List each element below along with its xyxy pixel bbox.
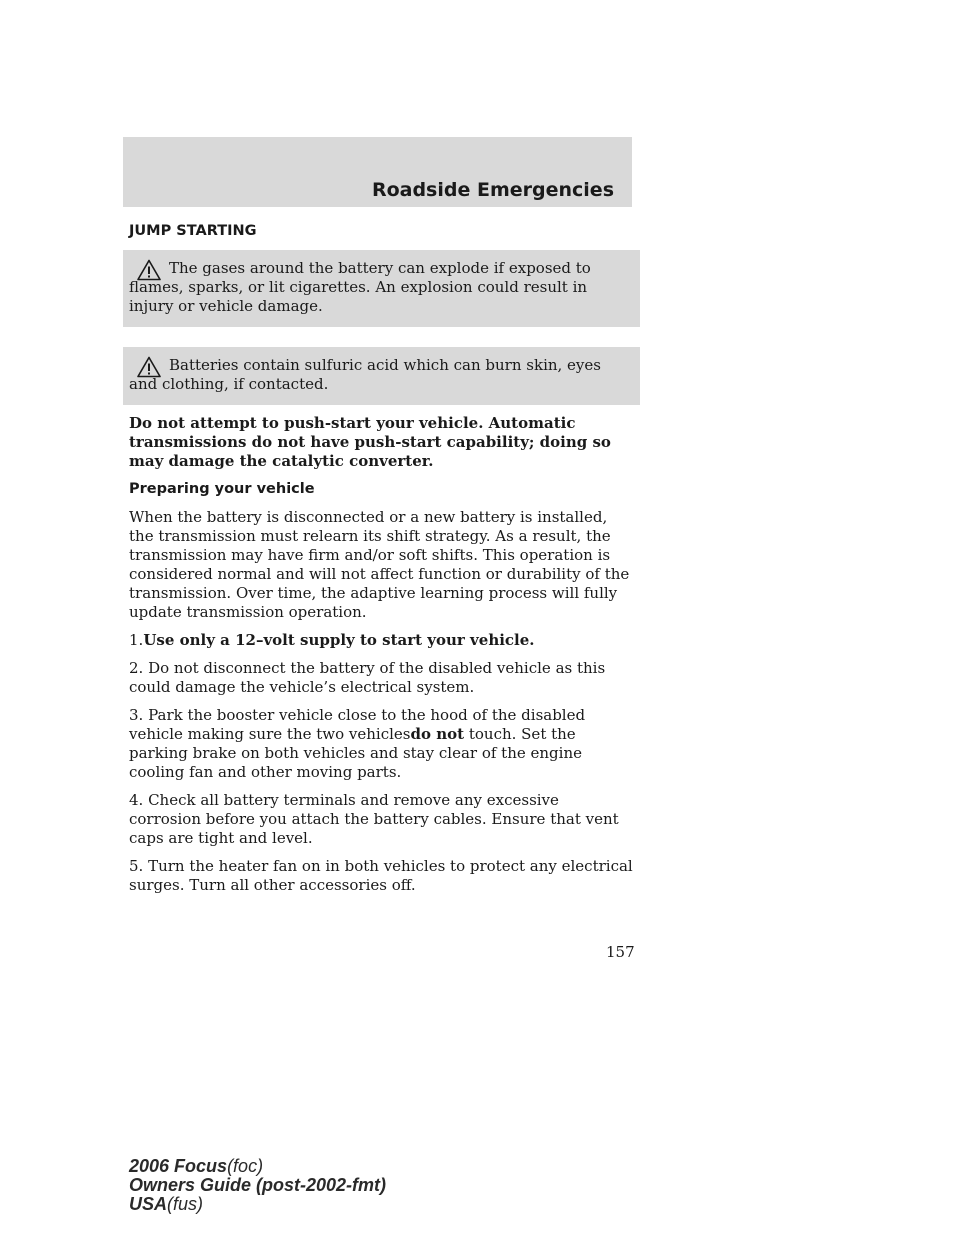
intro-paragraph: When the battery is disconnected or a new battery is installed, the transmission must relearn its shift strategy. As a result, the transmission may have firm and/or soft shifts. This operation is considered normal and will not affect function or durability of the transmission. Over time, the adaptive learning process will fully update transmission operation. [129,508,630,621]
page-content [129,222,634,895]
warning-text: Batteries contain sulfuric acid which can burn skin, eyes and clothing, if contacted. [129,356,601,393]
section-heading: JUMP STARTING [129,223,257,239]
step-2: 2. Do not disconnect the battery of the disabled vehicle as this could damage the vehicle’s electrical system. [129,659,606,696]
step-1: 1.Use only a 12–volt supply to start your vehicle. [129,631,535,649]
step-4: 4. Check all battery terminals and remove any excessive corrosion before you attach the battery cables. Ensure that vent caps are tight and level. [129,791,619,847]
footer-line: Owners Guide (post-2002-fmt) [129,1175,387,1195]
step-5: 5. Turn the heater fan on in both vehicles to protect any electrical surges. Turn all other accessories off. [129,857,633,894]
warning-text: The gases around the battery can explode if exposed to flames, sparks, or lit cigarettes. An explosion could result in injury or vehicle damage. [129,259,591,315]
subheading: Preparing your vehicle [129,481,315,497]
step-3: 3. Park the booster vehicle close to the hood of the disabled vehicle making sure the two vehiclesdo not touch. Set the parking brake on both vehicles and stay clear of the engine cooling fan and other moving parts. [129,706,586,781]
push-start-notice: Do not attempt to push-start your vehicle. Automatic transmissions do not have push-start capability; doing so may damage the catalytic converter. [129,414,611,470]
document-footer [129,1157,386,1214]
caution-triangle-icon [137,356,161,378]
section-header-band [123,137,632,207]
footer-line: USA(fus) [129,1194,204,1214]
page-number: 157 [606,943,635,961]
section-title: Roadside Emergencies [371,179,614,201]
caution-triangle-icon [137,259,161,281]
warning-box [123,347,640,405]
warning-box [123,250,640,327]
footer-line: 2006 Focus(foc) [129,1156,264,1176]
